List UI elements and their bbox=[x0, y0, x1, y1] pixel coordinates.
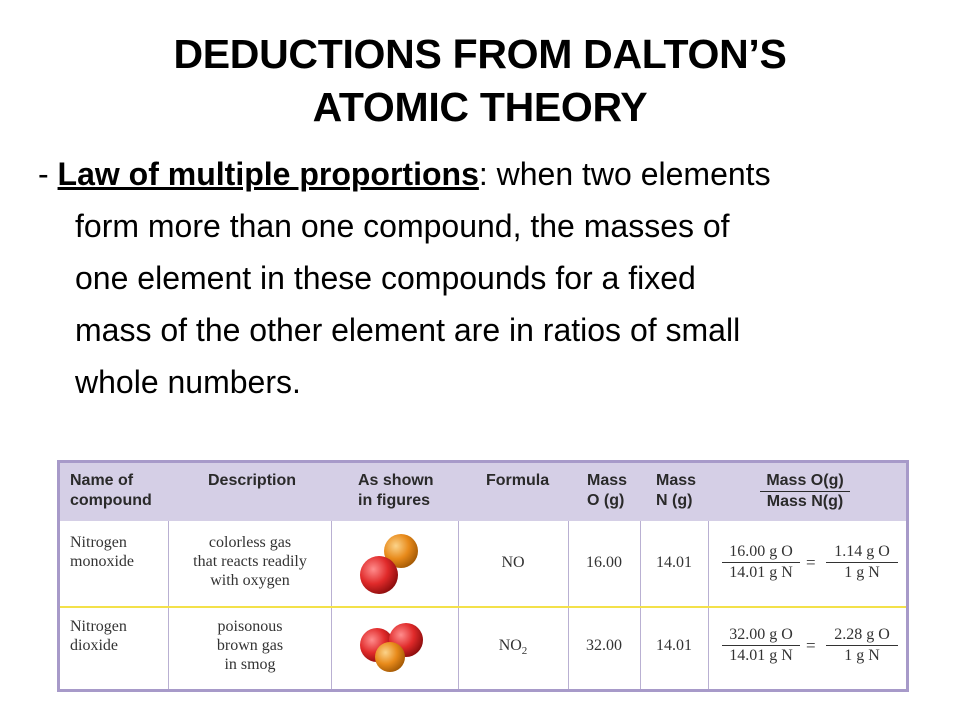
equals-sign: = bbox=[806, 553, 816, 572]
mass-o-value: 16.00 bbox=[586, 554, 622, 571]
header-mass-o: Mass O (g) bbox=[587, 472, 628, 509]
header-name: Name of compound bbox=[70, 472, 152, 509]
table-header bbox=[60, 463, 906, 521]
compound-description: poisonous brown gas in smog bbox=[216, 618, 284, 673]
header-mass-ratio: Mass O(g) Mass N(g) bbox=[760, 471, 850, 512]
mass-n-value: 14.01 bbox=[656, 554, 692, 571]
column-divider bbox=[708, 521, 709, 689]
mass-n-value: 14.01 bbox=[656, 637, 692, 654]
bullet-line-5: whole numbers. bbox=[75, 364, 301, 400]
title-line-2: ATOMIC THEORY bbox=[312, 84, 648, 130]
header-mass-n: Mass N (g) bbox=[656, 472, 697, 509]
header-description: Description bbox=[208, 472, 297, 489]
no2-molecule-model bbox=[352, 615, 432, 681]
bullet-dash: - bbox=[38, 156, 58, 192]
mass-o-value: 32.00 bbox=[586, 637, 622, 654]
formula: NO bbox=[501, 554, 525, 571]
ratio-normalized: $\frac{\text{2.28 g O}}{\text{1 g N}}$ bbox=[826, 626, 898, 665]
law-name: Law of multiple proportions bbox=[57, 156, 479, 192]
bullet-line-3: one element in these compounds for a fixed bbox=[75, 260, 696, 296]
compound-description: colorless gas that reacts readily with oxygen bbox=[193, 534, 307, 589]
title-line-1: DEDUCTIONS FROM DALTON’S bbox=[173, 31, 787, 77]
column-divider bbox=[458, 521, 459, 689]
ratio-fraction: $\frac{\text{16.00 g O}}{\text{14.01 g N}}$ bbox=[722, 543, 800, 582]
row-divider bbox=[60, 606, 906, 608]
column-divider bbox=[168, 521, 169, 689]
column-divider bbox=[640, 521, 641, 689]
nitrogen-oxides-table bbox=[57, 460, 909, 692]
column-divider bbox=[331, 521, 332, 689]
header-as-shown: As shown in figures bbox=[358, 472, 434, 509]
bullet-line-2: form more than one compound, the masses of bbox=[75, 208, 730, 244]
compound-name: Nitrogen dioxide bbox=[70, 618, 127, 654]
compound-name: Nitrogen monoxide bbox=[70, 534, 134, 570]
formula: $NO_2$ bbox=[498, 637, 528, 658]
equals-sign: = bbox=[806, 636, 816, 655]
header-formula: Formula bbox=[486, 472, 550, 489]
law-definition-bullet bbox=[38, 148, 938, 408]
nitrogen-atom bbox=[375, 642, 405, 672]
ratio-normalized: $\frac{\text{1.14 g O}}{\text{1 g N}}$ bbox=[826, 543, 898, 582]
ratio-fraction: $\frac{\text{32.00 g O}}{\text{14.01 g N}}$ bbox=[722, 626, 800, 665]
bullet-line-1: : when two elements bbox=[478, 156, 771, 192]
oxygen-atom bbox=[360, 556, 398, 594]
bullet-line-4: mass of the other element are in ratios of small bbox=[75, 312, 741, 348]
column-divider bbox=[568, 521, 569, 689]
slide-title bbox=[0, 28, 960, 134]
no-molecule-model bbox=[355, 529, 425, 599]
